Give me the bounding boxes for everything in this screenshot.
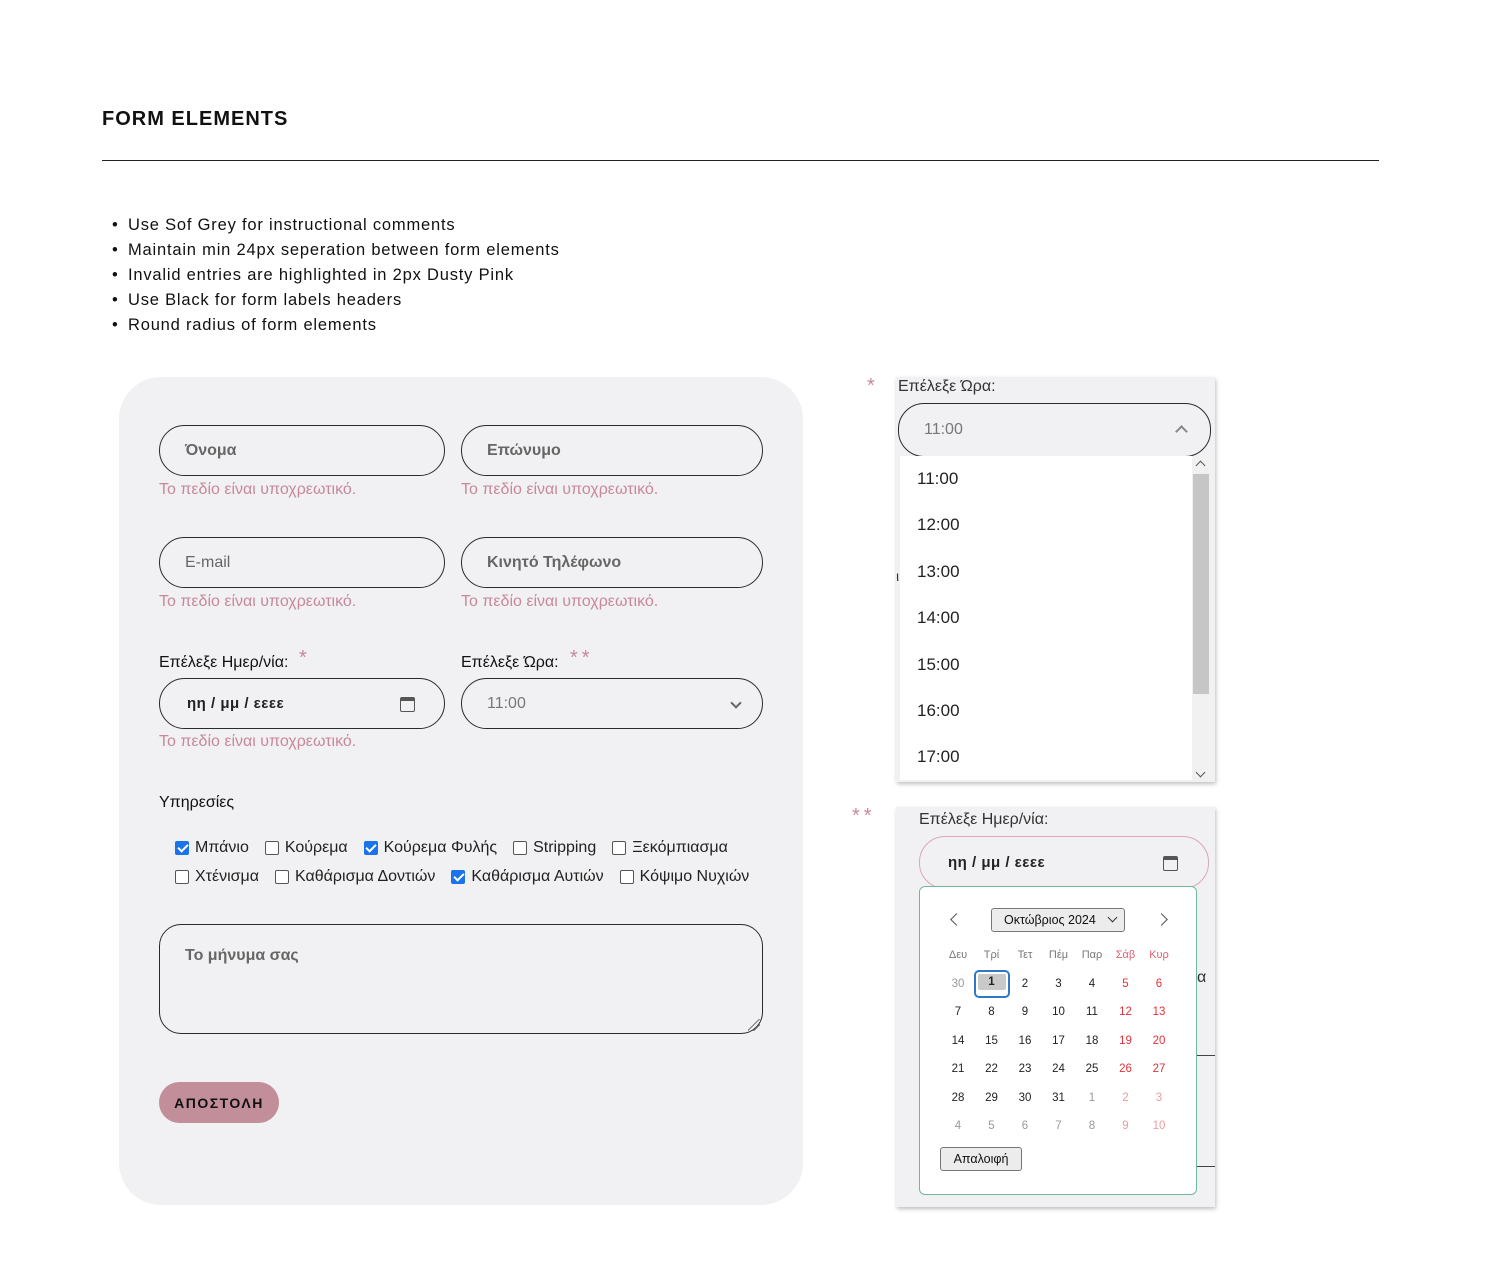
phone-input[interactable] [461,537,763,588]
submit-button[interactable]: ΑΠΟΣΤΟΛΗ [159,1082,279,1123]
guideline-item: • Maintain min 24px seperation between form elements [110,238,560,263]
message-placeholder: Το μήνυμα σας [185,947,299,964]
time-option[interactable]: 17:00 [917,747,960,766]
calendar-day[interactable]: 16 [1018,1034,1032,1047]
time-dropdown-label: Επέλεξε Ώρα: [898,378,996,395]
service-label: Ξεκόμπιασμα [632,839,728,856]
checkbox[interactable] [265,841,279,855]
calendar-day[interactable]: 11 [1086,1006,1098,1019]
email-placeholder: E-mail [185,553,231,571]
calendar-day[interactable]: 25 [1085,1063,1099,1076]
calendar-day[interactable]: 5 [988,1120,995,1132]
obscured-text: α [1197,969,1207,986]
checkbox-checked[interactable] [364,841,378,855]
time-dropdown-marker: * [867,375,879,397]
weekday-header: Δευ [948,949,968,961]
service-label: Μπάνιο [195,839,249,856]
service-option[interactable] [364,839,497,857]
calendar-day[interactable]: 28 [951,1091,965,1104]
calendar-day[interactable]: 10 [1152,1120,1166,1132]
weekday-header: Πέμ [1048,949,1069,961]
calendar-day[interactable]: 6 [1155,978,1163,990]
email-input[interactable] [159,537,445,588]
weekday-header: Σάβ [1115,949,1136,961]
chevron-down-icon [730,697,741,708]
service-label: Καθάρισμα Αυτιών [471,868,604,885]
calendar-day-selected[interactable] [974,970,1010,998]
phone-error: Το πεδίο είναι υποχρεωτικό. [461,593,659,610]
checkbox[interactable] [175,870,189,884]
checkbox-checked[interactable] [451,870,465,884]
calendar-day[interactable]: 1 [1088,1091,1096,1104]
obscured-line [1197,1166,1215,1167]
calendar-day[interactable]: 14 [951,1034,965,1047]
chevron-down-icon [1108,913,1118,923]
calendar-day[interactable]: 31 [1052,1091,1065,1104]
service-option[interactable] [275,868,435,886]
calendar-day[interactable]: 27 [1152,1063,1166,1076]
time-dropdown-value: 11:00 [924,421,963,438]
calendar-day[interactable]: 8 [1088,1120,1096,1132]
month-select[interactable] [991,908,1125,932]
calendar-day[interactable]: 20 [1152,1034,1166,1047]
guideline-item: • Invalid entries are highlighted in 2px Dusty Pink [110,263,560,288]
calendar-day[interactable]: 9 [1122,1120,1129,1132]
month-select-value: Οκτώβριος 2024 [1004,913,1096,927]
service-option[interactable] [265,839,348,857]
last-name-error: Το πεδίο είναι υποχρεωτικό. [461,481,659,498]
service-label: Κούρεμα [284,839,348,856]
time-option[interactable]: 12:00 [917,515,960,534]
service-option[interactable] [612,839,728,857]
calendar-day[interactable]: 18 [1085,1034,1099,1047]
message-textarea[interactable] [159,924,763,1034]
calendar-day[interactable]: 3 [1155,1091,1163,1104]
last-name-input[interactable] [461,425,763,476]
calendar-day[interactable]: 4 [1088,978,1096,990]
time-option[interactable]: 16:00 [917,701,960,720]
calendar-day-label: 1 [978,974,1006,990]
service-label: Καθάρισμα Δοντιών [295,868,436,885]
email-error: Το πεδίο είναι υποχρεωτικό. [159,593,357,610]
time-marker: ** [570,647,594,669]
calendar-day[interactable]: 26 [1119,1063,1132,1076]
time-select-value: 11:00 [487,694,526,712]
weekday-header: Παρ [1081,949,1103,961]
date-input-value: ηη / μμ / εεεε [187,695,285,712]
calendar-day[interactable]: 9 [1021,1006,1029,1019]
time-select[interactable] [461,678,763,729]
calendar-day[interactable]: 12 [1119,1006,1132,1019]
first-name-input[interactable] [159,425,445,476]
calendar-day[interactable]: 22 [985,1063,998,1076]
date-picker-value: ηη / μμ / εεεε [948,854,1046,871]
first-name-placeholder: Όνομα [185,441,237,459]
services-label: Υπηρεσίες [159,794,235,811]
guideline-item: • Round radius of form elements [110,313,560,338]
service-label: Κόψιμο Νυχιών [639,868,750,885]
time-option[interactable]: 15:00 [917,655,960,674]
guideline-item: • Use Black for form labels headers [110,288,560,313]
last-name-placeholder: Επώνυμο [487,441,561,459]
calendar-day[interactable]: 23 [1018,1063,1032,1076]
calendar-day[interactable]: 7 [954,1006,962,1019]
time-option[interactable]: 13:00 [917,562,960,581]
calendar-icon[interactable] [400,697,415,712]
weekday-header: Κυρ [1149,949,1169,961]
calendar-day[interactable]: 3 [1055,978,1062,990]
calendar-day[interactable]: 2 [1122,1091,1129,1104]
calendar-day[interactable]: 4 [954,1120,962,1132]
calendar-day[interactable]: 2 [1021,978,1029,990]
weekday-header: Τρί [983,949,1000,961]
checkbox[interactable] [612,841,626,855]
chevron-up-icon[interactable] [1175,425,1188,438]
calendar-day[interactable]: 6 [1021,1120,1029,1132]
services-row-2 [175,868,765,886]
date-marker: * [299,647,311,669]
weekday-header: Τετ [1017,949,1033,961]
title-divider [102,160,1379,161]
service-label: Κούρεμα Φυλής [383,839,498,856]
clear-button[interactable]: Απαλοιφή [940,1147,1022,1171]
calendar-day[interactable]: 8 [988,1006,995,1019]
page-title: FORM ELEMENTS [102,108,289,130]
calendar-day[interactable]: 21 [951,1063,965,1076]
calendar-day[interactable]: 7 [1055,1120,1062,1132]
checkbox[interactable] [275,870,289,884]
calendar-day[interactable]: 13 [1152,1006,1166,1019]
services-row-1 [175,839,744,857]
calendar-day[interactable]: 5 [1122,978,1129,990]
first-name-error: Το πεδίο είναι υποχρεωτικό. [159,481,357,498]
time-dropdown-select[interactable] [898,403,1211,457]
date-error: Το πεδίο είναι υποχρεωτικό. [159,733,357,750]
guidelines-list [110,213,560,338]
service-label: Stripping [533,839,597,856]
time-label: Επέλεξε Ώρα: [461,654,559,671]
calendar-day[interactable]: 30 [951,978,965,990]
guideline-item: • Use Sof Grey for instructional comments [110,213,560,238]
obscured-line [1197,1055,1215,1056]
checkbox[interactable] [620,870,634,884]
service-option[interactable] [513,839,596,857]
date-picker-label: Επέλεξε Ημερ/νία: [919,811,1049,828]
calendar-day[interactable]: 29 [985,1091,998,1104]
checkbox-checked[interactable] [175,841,189,855]
resize-handle-icon[interactable] [748,1019,760,1031]
date-picker-input[interactable] [919,836,1209,889]
obscured-text: ι [896,568,900,584]
checkbox[interactable] [513,841,527,855]
service-label: Χτένισμα [195,868,260,885]
service-option[interactable] [451,868,603,886]
calendar-day[interactable]: 10 [1052,1006,1065,1019]
calendar-day[interactable]: 17 [1052,1034,1065,1047]
calendar-day[interactable]: 19 [1119,1034,1132,1047]
service-option[interactable] [175,839,249,857]
date-picker-marker: ** [852,805,876,827]
calendar-day[interactable]: 30 [1018,1091,1032,1104]
calendar-day[interactable]: 24 [1052,1063,1065,1076]
date-input[interactable] [159,678,445,729]
phone-placeholder: Κινητό Τηλέφωνο [487,553,622,571]
service-option[interactable] [175,868,259,886]
scrollbar-thumb[interactable] [1193,474,1209,694]
time-option[interactable]: 14:00 [917,608,960,627]
calendar-icon[interactable] [1163,856,1178,871]
calendar-day[interactable]: 15 [985,1034,998,1047]
contact-form-card [119,377,803,1205]
service-option[interactable] [620,868,750,886]
date-label: Επέλεξε Ημερ/νία: [159,654,289,671]
time-option[interactable]: 11:00 [917,469,959,488]
